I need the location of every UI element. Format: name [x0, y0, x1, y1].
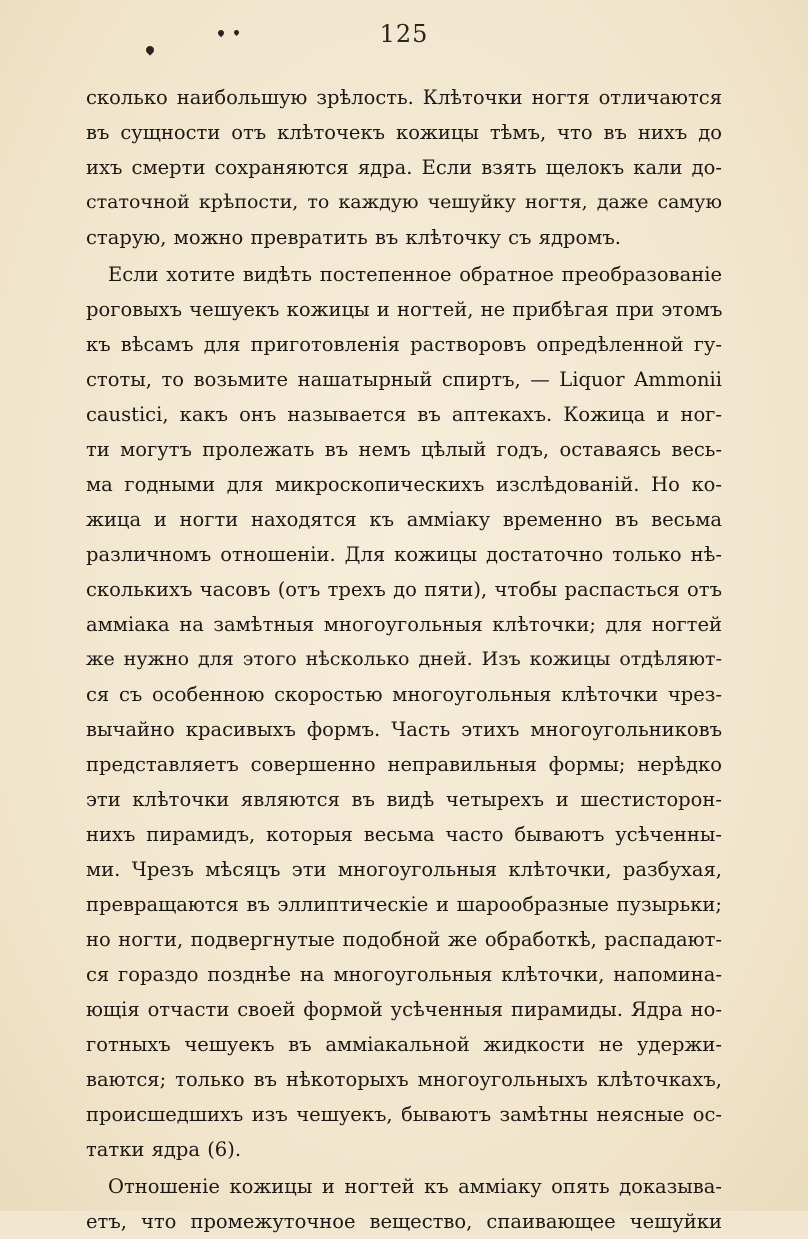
text-line: ющія отчасти своей формой усѣченныя пирамиды. Ядра но- [86, 998, 722, 1021]
paragraph-start-line: Отношеніе кожицы и ногтей къ амміаку опять доказыва- [108, 1175, 722, 1198]
text-line: готныхъ чешуекъ въ амміакальной жидкости не удержи- [86, 1033, 722, 1056]
text-line: превращаются въ эллиптическіе и шарообразные пузырьки; [86, 893, 722, 916]
text-line: старую, можно превратить въ клѣточку съ ядромъ. [86, 226, 621, 249]
text-line: етъ, что промежуточное вещество, спаивающее чешуйки [86, 1210, 722, 1233]
text-line: ми. Чрезъ мѣсяцъ эти многоугольныя клѣточки, разбухая, [86, 858, 722, 881]
text-line: нихъ пирамидъ, которыя весьма часто бываютъ усѣченны- [86, 823, 722, 846]
text-line: ся съ особенною скоростью многоугольныя клѣточки чрез- [86, 683, 722, 706]
text-line: же нужно для этого нѣсколько дней. Изъ кожицы отдѣляют- [86, 648, 722, 670]
text-line: вычайно красивыхъ формъ. Часть этихъ многоугольниковъ [86, 718, 722, 741]
text-line: сколькихъ часовъ (отъ трехъ до пяти), чтобы распасться отъ [86, 578, 722, 601]
text-line: эти клѣточки являются въ видѣ четырехъ и шестисторон- [86, 788, 722, 811]
body-text [86, 80, 722, 1239]
text-line: роговыхъ чешуекъ кожицы и ногтей, не прибѣгая при этомъ [86, 298, 723, 321]
text-line: жица и ногти находятся къ амміаку временно въ весьма [86, 508, 722, 531]
text-line: сколько наибольшую зрѣлость. Клѣточки ногтя отличаются [86, 86, 722, 109]
text-line: ма годными для микроскопическихъ изслѣдованій. Но ко- [86, 473, 722, 496]
page-number: 125 [379, 20, 429, 48]
paragraph-start-line: Если хотите видѣть постепенное обратное преобразованіе [108, 263, 722, 286]
text-line: амміака на замѣтныя многоугольныя клѣточки; для ногтей [86, 613, 722, 636]
text-line: стоты, то возьмите нашатырный спиртъ, — Liquor Ammonii [86, 368, 722, 391]
text-line: ся гораздо позднѣе на многоугольныя клѣточки, напомина- [86, 963, 722, 986]
text-line: представляетъ совершенно неправильныя формы; нерѣдко [86, 753, 722, 776]
text-line: статочной крѣпости, то каждую чешуйку ногтя, даже самую [86, 191, 722, 213]
text-line: но ногти, подвергнутые подобной же обработкѣ, распадают- [86, 928, 722, 951]
text-line: различномъ отношеніи. Для кожицы достаточно только нѣ- [86, 543, 722, 566]
text-line: къ вѣсамъ для приготовленія растворовъ опредѣленной гу- [86, 333, 722, 356]
text-line: ихъ смерти сохраняются ядра. Если взять щелокъ кали до- [86, 156, 722, 179]
text-line: въ сущности отъ клѣточекъ кожицы тѣмъ, что въ нихъ до [86, 121, 722, 144]
text-line: ти могутъ пролежать въ немъ цѣлый годъ, оставаясь весь- [86, 438, 722, 461]
text-line: ваются; только въ нѣкоторыхъ многоугольныхъ клѣточкахъ, [86, 1068, 722, 1091]
text-line: caustici, какъ онъ называется въ аптекахъ. Кожица и ног- [86, 403, 722, 426]
text-line: происшедшихъ изъ чешуекъ, бываютъ замѣтны неясные ос- [86, 1103, 722, 1126]
text-line: татки ядра (6). [86, 1138, 242, 1161]
